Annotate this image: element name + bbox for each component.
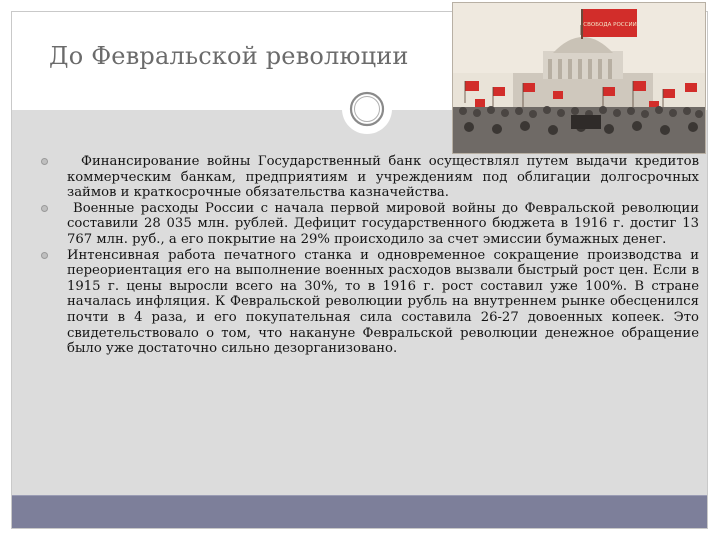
bullet-text: Военные расходы России с начала первой мировой войны до Февральской революции составили 28 035 млн. рублей. Дефицит государственного бюджета в 1916 г. достиг 13 767 млн. руб., а его покрытие на 29% происходило за счет эмиссии бумажных денег.: [67, 200, 699, 247]
slide: [11, 11, 708, 529]
bullet-text: Финансирование войны Государственный банк осуществлял путем выдачи кредитов коммерческим банкам, предприятиям и учреждениям под облигации долгосрочных займов и краткосрочные обязательства казначейства.: [67, 154, 699, 201]
list-item: [39, 201, 699, 248]
ring-ornament-icon: [342, 84, 392, 134]
bullet-dot-icon: [41, 252, 48, 259]
bullet-list: [39, 154, 699, 357]
list-item: [39, 248, 699, 357]
bullet-dot-icon: [41, 205, 48, 212]
bullet-dot-icon: [41, 158, 48, 165]
bullet-text: Интенсивная работа печатного станка и одновременное сокращение производства и переориентация его на выполнение военных расходов вызвали быстрый рост цен. Если в 1915 г. цены выросли всего на 30%, то в 1916 г. рост составил уже 100%. В стране началась инфляция. К Февральской революции рубль на внутреннем рынке обесценился почти в 4 раза, и его покупательная сила составила 26-27 довоенных копеек. Это свидетельствовало о том, что накануне Февральской революции денежное обращение было уже достаточно сильно дезорганизовано.: [67, 247, 699, 357]
slide-title: До Февральской революции: [49, 42, 409, 70]
banner-text: СВОБОДА РОССИИ: [583, 22, 637, 28]
bottom-bar: [12, 495, 707, 528]
list-item: [39, 154, 699, 201]
revolution-photo-icon: [452, 2, 706, 154]
